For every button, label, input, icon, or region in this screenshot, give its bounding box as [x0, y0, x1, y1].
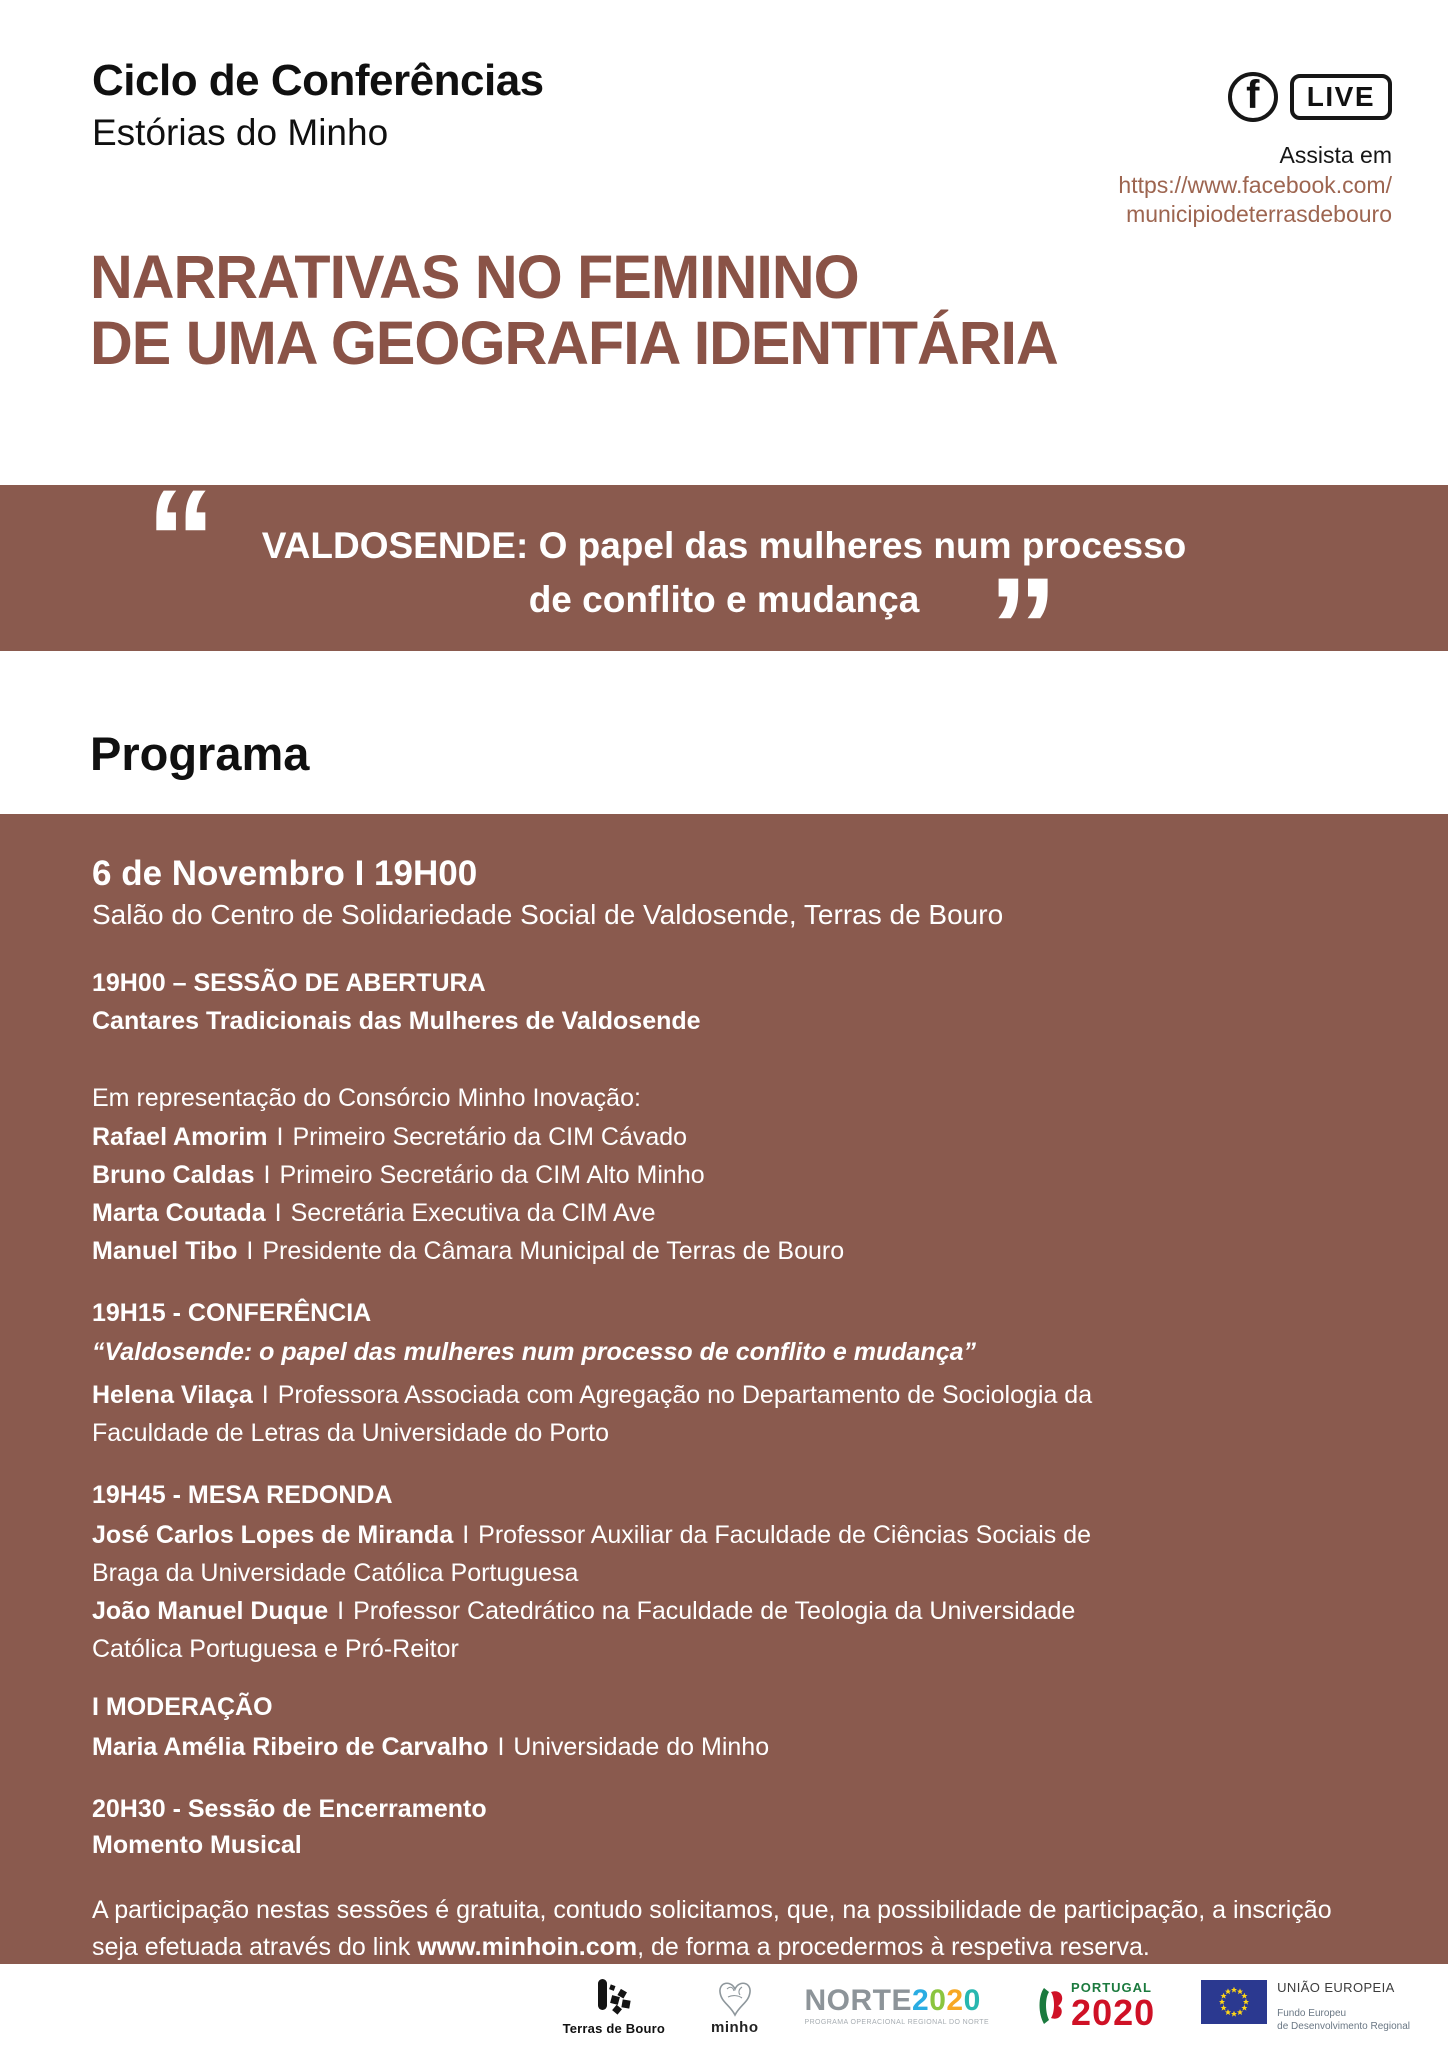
speaker-name: Marta Coutada: [92, 1199, 266, 1227]
series-title: Ciclo de Conferências: [92, 56, 544, 105]
talk-title: “Valdosende: o papel das mulheres num processo de conflito e mudança”: [92, 1338, 976, 1366]
speaker-line: [92, 1118, 1356, 1156]
portugal-text: PORTUGAL: [1071, 1980, 1152, 1995]
eu-fund-line2: de Desenvolvimento Regional: [1277, 2020, 1410, 2032]
norte-text: NORTE: [804, 1984, 913, 2017]
separator: I: [462, 1521, 470, 1549]
eu-flag-icon: [1201, 1980, 1267, 2024]
speaker-line: [92, 1156, 1356, 1194]
speaker-role: Primeiro Secretário da CIM Cávado: [292, 1123, 688, 1151]
session-encerramento-heading: 20H30 - Sessão de Encerramento: [92, 1795, 487, 1823]
speaker-line: [92, 1728, 1356, 1766]
speaker-name: Manuel Tibo: [92, 1237, 238, 1265]
close-quote-mark: ”: [988, 548, 1058, 705]
terras-de-bouro-label: Terras de Bouro: [562, 2020, 666, 2036]
separator: I: [274, 1199, 282, 1227]
session-conferencia-heading: 19H15 - CONFERÊNCIA: [92, 1299, 372, 1327]
footer-logos: [0, 1964, 1448, 2048]
separator: I: [337, 1597, 345, 1625]
speaker-name: Helena Vilaça: [92, 1381, 253, 1409]
logo-norte2020: [805, 1986, 990, 2026]
spacer: [92, 1766, 1356, 1792]
quote-line2: de conflito e mudança: [528, 579, 920, 620]
speaker-line: [92, 1232, 1356, 1270]
separator: I: [497, 1733, 505, 1761]
separator: I: [276, 1123, 284, 1151]
norte2020-wordmark: [805, 1986, 981, 2016]
minhoin-link[interactable]: www.minhoin.com: [417, 1933, 638, 1961]
note-text-after: , de forma a procedermos à respetiva reserva.: [637, 1933, 1150, 1961]
series-subtitle: Estórias do Minho: [92, 112, 389, 153]
speaker-role: Professor Catedrático na Faculdade de Teologia da Universidade Católica Portuguesa e Pró-Reitor: [92, 1597, 1076, 1663]
norte-digit: 0: [963, 1984, 981, 2017]
separator: I: [261, 1381, 269, 1409]
eu-fund-line1: Fundo Europeu: [1277, 2007, 1347, 2019]
facebook-url-line1[interactable]: https://www.facebook.com/: [1118, 172, 1392, 198]
spacer: [92, 1270, 1356, 1296]
facebook-live-block: [1118, 72, 1392, 230]
session-abertura-subtitle: Cantares Tradicionais das Mulheres de Valdosende: [92, 1007, 701, 1035]
facebook-url[interactable]: [1118, 171, 1392, 230]
speaker-name: José Carlos Lopes de Miranda: [92, 1521, 454, 1549]
norte-digit: 0: [929, 1984, 947, 2017]
program-heading: Programa: [90, 727, 310, 780]
header: [92, 56, 544, 154]
speaker-name: Bruno Caldas: [92, 1161, 255, 1189]
note-text-before: A participação nestas sessões é gratuita, contudo solicitamos, que, na possibilidade de participação, a inscrição seja efetuada através do link: [92, 1896, 1332, 1961]
norte-digit: 2: [912, 1984, 930, 2017]
event-venue: Salão do Centro de Solidariedade Social de Valdosende, Terras de Bouro: [92, 899, 1004, 930]
logo-portugal2020: [1035, 1981, 1155, 2031]
logo-minho: [711, 1977, 759, 2036]
separator: I: [246, 1237, 254, 1265]
facebook-live-icons: [1118, 72, 1392, 122]
terras-de-bouro-icon: [591, 1977, 637, 2019]
poster-title-line1: NARRATIVAS NO FEMININO: [90, 243, 859, 311]
portugal2020-icon: [1035, 1984, 1065, 2028]
speaker-role: Primeiro Secretário da CIM Alto Minho: [279, 1161, 705, 1189]
poster-title-line2: DE UMA GEOGRAFIA IDENTITÁRIA: [90, 309, 1058, 378]
program-section: [0, 814, 1448, 1964]
speaker-name: Rafael Amorim: [92, 1123, 268, 1151]
open-quote-mark: “: [146, 460, 216, 617]
quote-banner: [0, 460, 1448, 705]
norte2020-subtitle: PROGRAMA OPERACIONAL REGIONAL DO NORTE: [804, 2019, 990, 2026]
speaker-role: Professor Auxiliar da Faculdade de Ciências Sociais de Braga da Universidade Católica Portuguesa: [92, 1521, 1092, 1587]
eu-label: UNIÃO EUROPEIA: [1277, 1979, 1395, 1995]
speaker-name: João Manuel Duque: [92, 1597, 329, 1625]
norte-digit: 2: [946, 1984, 964, 2017]
speaker-line: [92, 1516, 1132, 1592]
session-abertura-heading: 19H00 – SESSÃO DE ABERTURA: [92, 969, 486, 997]
participation-note: [92, 1892, 1342, 1966]
facebook-url-line2[interactable]: municipiodeterrasdebouro: [1126, 201, 1392, 228]
watch-label: Assista em: [1279, 142, 1392, 168]
minho-label: minho: [711, 2018, 759, 2036]
live-badge-icon: LIVE: [1290, 74, 1392, 120]
spacer: [92, 1668, 1356, 1690]
logo-terras-de-bouro: [563, 1977, 665, 2036]
quote-line1: VALDOSENDE: O papel das mulheres num processo: [261, 525, 1187, 566]
speaker-role: Universidade do Minho: [513, 1733, 770, 1761]
poster-title: [90, 244, 1058, 377]
speaker-name: Maria Amélia Ribeiro de Carvalho: [92, 1733, 489, 1761]
speaker-line: [92, 1194, 1356, 1232]
minho-heart-icon: [714, 1977, 756, 2021]
facebook-f-letter: f: [1246, 73, 1260, 117]
speaker-line: [92, 1592, 1132, 1668]
speaker-role: Professora Associada com Agregação no Departamento de Sociologia da Faculdade de Letras da Universidade do Porto: [92, 1381, 1093, 1447]
spacer: [92, 1452, 1356, 1478]
session-mesa-heading: 19H45 - MESA REDONDA: [92, 1481, 393, 1509]
event-date: 6 de Novembro I 19H00: [92, 854, 478, 893]
speaker-line: [92, 1376, 1132, 1452]
session-encerramento-subtitle: Momento Musical: [92, 1831, 302, 1859]
separator: I: [263, 1161, 271, 1189]
facebook-icon: [1228, 72, 1278, 122]
representation-intro: Em representação do Consórcio Minho Inovação:: [92, 1084, 641, 1112]
session-moderacao-heading: I MODERAÇÃO: [92, 1693, 273, 1721]
portugal-year: 2020: [1071, 1992, 1156, 2033]
speaker-role: Secretária Executiva da CIM Ave: [290, 1199, 656, 1227]
logo-uniao-europeia: [1201, 1980, 1410, 2033]
eu-fund-label: [1277, 2007, 1410, 2033]
speaker-role: Presidente da Câmara Municipal de Terras de Bouro: [262, 1237, 845, 1265]
